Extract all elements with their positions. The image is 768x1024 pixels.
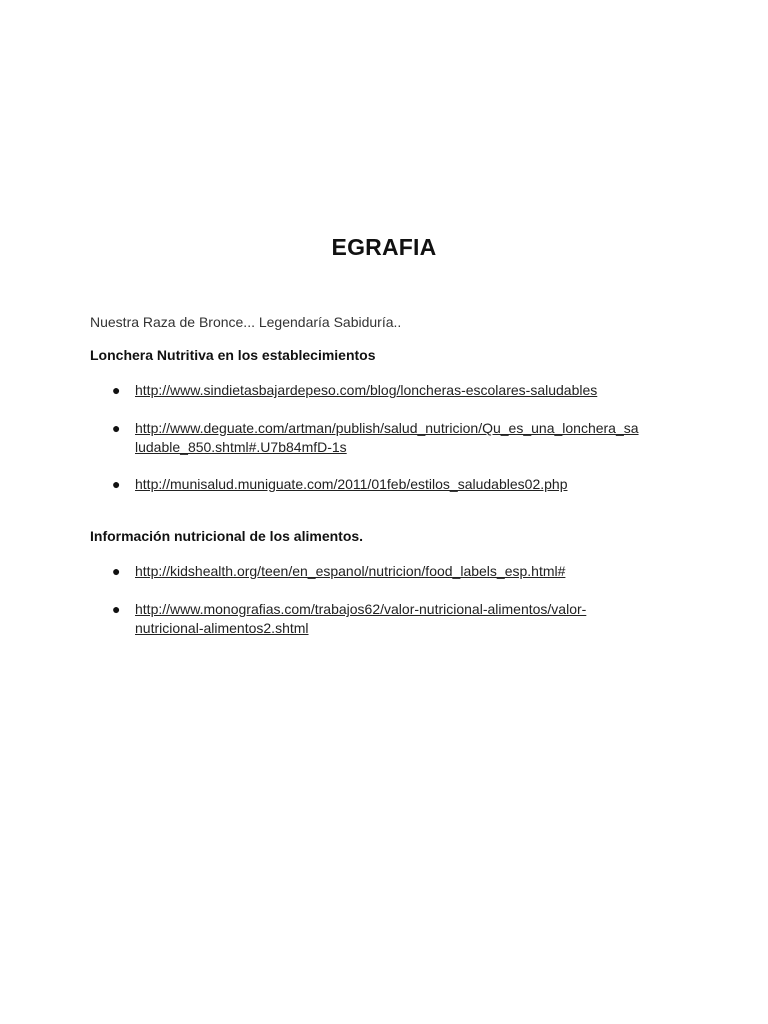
bullet-icon: ● — [112, 476, 121, 492]
page-title: EGRAFIA — [331, 234, 437, 260]
bullet-icon: ● — [112, 563, 121, 579]
bullet-icon: ● — [112, 420, 121, 436]
link-line[interactable]: http://www.monografias.com/trabajos62/valor-nutricional-alimentos/valor- — [135, 601, 587, 617]
link-line[interactable]: http://www.deguate.com/artman/publish/salud_nutricion/Qu_es_una_lonchera_sa — [135, 420, 639, 436]
section-heading: Información nutricional de los alimentos. — [90, 528, 364, 544]
link-line[interactable]: http://munisalud.muniguate.com/2011/01feb/estilos_saludables02.php — [135, 476, 568, 492]
link-line[interactable]: http://kidshealth.org/teen/en_espanol/nutricion/food_labels_esp.html# — [135, 563, 566, 579]
bullet-icon: ● — [112, 601, 121, 617]
link-line[interactable]: http://www.sindietasbajardepeso.com/blog/loncheras-escolares-saludables — [135, 382, 598, 398]
link[interactable] — [135, 419, 680, 457]
section-heading: Lonchera Nutritiva en los establecimientos — [90, 347, 376, 363]
link-line[interactable]: nutricional-alimentos2.shtml — [135, 620, 309, 636]
link[interactable] — [135, 475, 680, 494]
link[interactable] — [135, 562, 680, 581]
link-line[interactable]: ludable_850.shtml#.U7b84mfD-1s — [135, 439, 347, 455]
bullet-icon: ● — [112, 382, 121, 398]
intro-text: Nuestra Raza de Bronce... Legendaría Sabiduría.. — [90, 314, 402, 330]
link[interactable] — [135, 381, 680, 400]
link[interactable] — [135, 600, 680, 638]
